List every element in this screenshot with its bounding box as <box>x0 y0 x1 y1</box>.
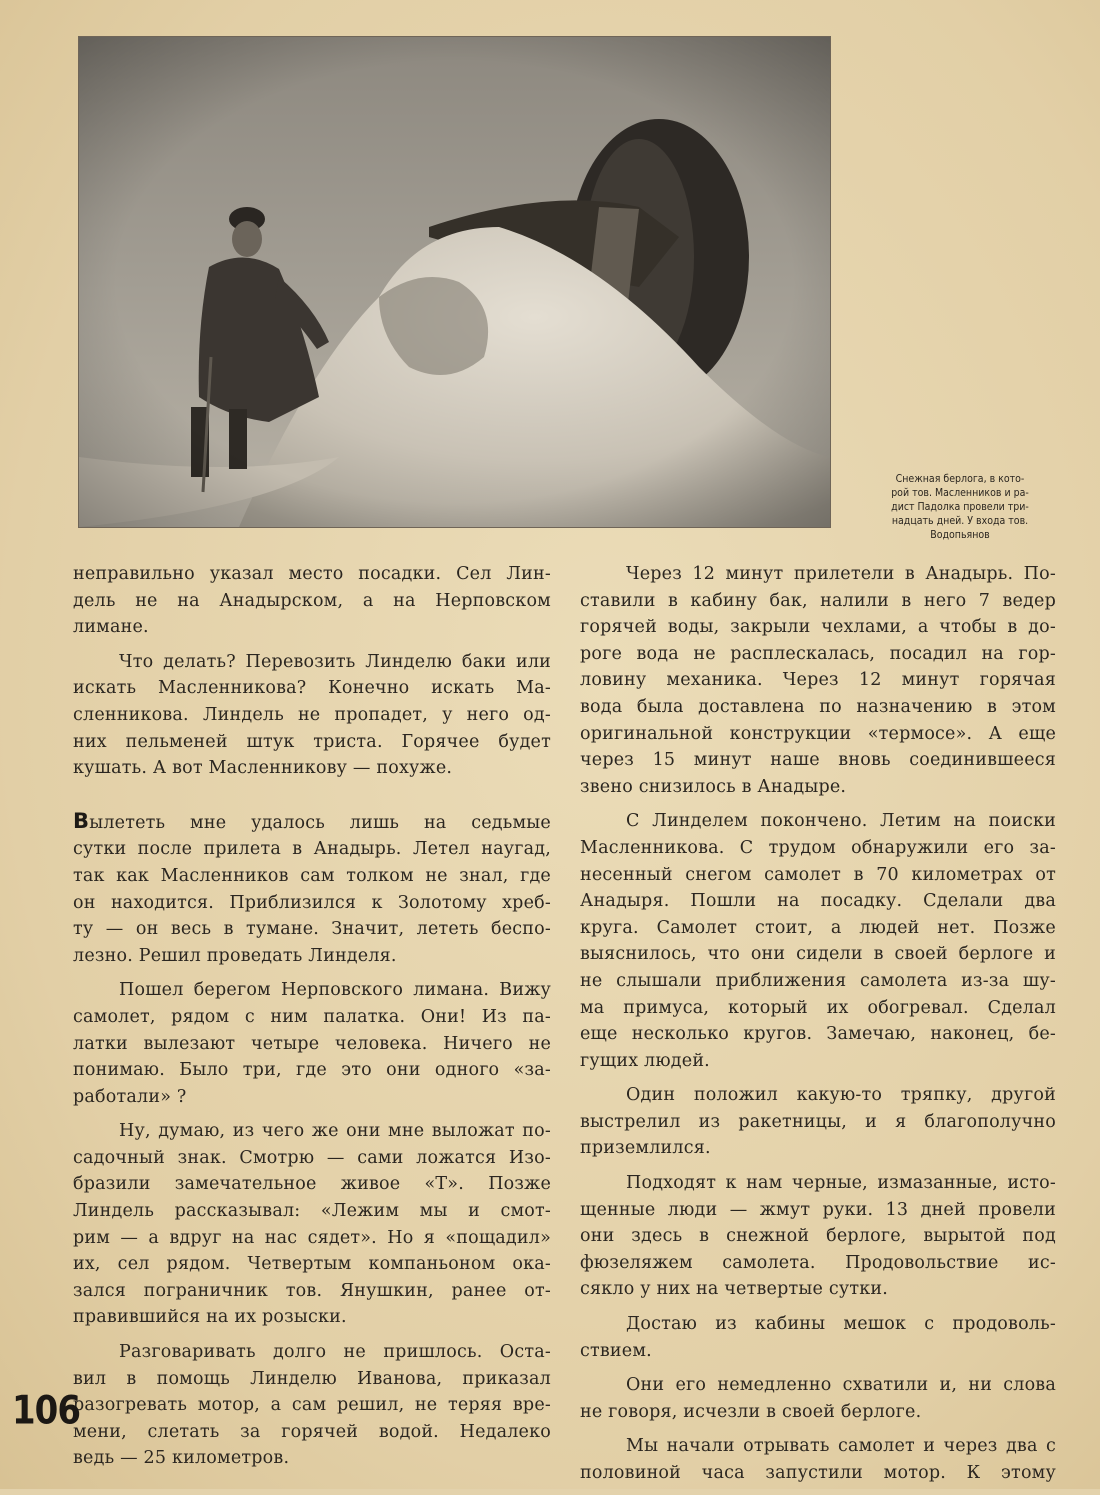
paragraph <box>73 808 551 970</box>
paragraph <box>73 561 551 641</box>
text-line: Один положил какую-то тряпку, другой <box>626 1085 1056 1106</box>
text-line: ставили в кабину бак, налили в него 7 ведер <box>580 590 1056 611</box>
text-line: Что делать? Перевозить Линделю баки или <box>119 651 551 672</box>
text-line: половиной часа запустили мотор. К этому <box>580 1463 1056 1483</box>
paragraph <box>580 1082 1056 1162</box>
text-line: ведь — 25 километров. <box>73 1448 290 1469</box>
text-line: вил в помощь Линделю Иванова, приказал <box>73 1368 551 1389</box>
paragraph <box>580 561 1056 800</box>
text-line: Ну, думаю, из чего же они мне выложат по- <box>119 1121 551 1142</box>
drop-cap: В <box>73 808 90 833</box>
page-number: 106 <box>12 1388 80 1434</box>
text-line: щенные люди — жмут руки. 13 дней провели <box>580 1199 1056 1220</box>
caption-line: надцать дней. У входа тов. <box>891 515 1029 527</box>
text-line: приземлился. <box>580 1138 711 1159</box>
text-line: бразили замечательное живое «Т». Позже <box>73 1174 551 1195</box>
text-line: ту — он весь в тумане. Значит, лететь беспо- <box>73 919 551 940</box>
caption-line: Водопьянов <box>930 529 990 541</box>
text-line: не говоря, исчезли в своей берлоге. <box>580 1401 922 1422</box>
text-line: Разговаривать долго не пришлось. Оста- <box>119 1342 551 1363</box>
text-line: Пошел берегом Нерповского лимана. Вижу <box>119 980 551 1001</box>
text-line: дель не на Анадырском, а на Нерповском <box>73 590 551 611</box>
text-line: кушать. А вот Масленникову — похуже. <box>73 758 453 779</box>
text-line: круга. Самолет стоит, а людей нет. Позже <box>580 917 1056 938</box>
text-line: лимане. <box>73 617 149 638</box>
text-line: сленникова. Линдель не пропадет, у него од- <box>73 704 551 725</box>
text-line: правившийся на их розыски. <box>73 1307 347 1328</box>
text-line: их, сел рядом. Четвертым компаньоном ока- <box>73 1254 551 1275</box>
text-line: неправильно указал место посадки. Сел Лин- <box>73 564 551 584</box>
text-line: вода была доставлена по назначению в этом <box>580 696 1056 717</box>
text-line: Линдель рассказывал: «Лежим мы и смот- <box>73 1201 551 1222</box>
text-line: Они его немедленно схватили и, ни слова <box>626 1375 1056 1396</box>
text-line: садочный знак. Смотрю — сами ложатся Изо- <box>73 1147 551 1168</box>
text-line: разогревать мотор, а сам решил, не теряя вре- <box>73 1395 551 1416</box>
text-line: самолет, рядом с ним палатка. Они! Из па- <box>73 1006 551 1027</box>
text-line: рим — а вдруг на нас сядет». Но я «пощадил» <box>73 1227 551 1248</box>
text-line: сутки после прилета в Анадырь. Летел наугад, <box>73 839 551 860</box>
text-line: Масленникова. С трудом обнаружили его за- <box>580 837 1056 858</box>
paragraph <box>73 1339 551 1472</box>
text-line: Анадыря. Пошли на посадку. Сделали два <box>580 891 1056 912</box>
text-line: роге вода не расплескалась, посадил на гор- <box>580 643 1056 664</box>
text-line: ловину механика. Через 12 минут горячая <box>580 670 1056 691</box>
caption-line: Снежная берлога, в кото- <box>895 473 1025 485</box>
text-line: звено снизилось в Анадыре. <box>580 776 847 797</box>
text-line: Вылететь мне удалось лишь на седьмые <box>73 808 551 833</box>
caption-line: дист Падолка провели три- <box>891 501 1029 513</box>
paragraph <box>580 1372 1056 1425</box>
photo-snow-den <box>78 36 831 528</box>
text-line: выяснилось, что они сидели в своей берлоге и <box>580 944 1056 965</box>
paragraph <box>73 977 551 1110</box>
paragraph <box>73 1118 551 1331</box>
text-line: выстрелил из ракетницы, и я благополучно <box>580 1111 1056 1132</box>
text-line: несенный снегом самолет в 70 километрах от <box>580 864 1056 885</box>
text-line: зался пограничник тов. Янушкин, ранее от- <box>73 1280 551 1301</box>
text-line: не слышали приближения самолета из-за шу- <box>580 970 1056 991</box>
text-line: так как Масленников сам толком не знал, где <box>73 865 551 886</box>
caption-line: рой тов. Масленников и ра- <box>891 487 1029 499</box>
text-line: они здесь в снежной берлоге, вырытой под <box>580 1226 1056 1247</box>
text-line: Достаю из кабины мешок с продоволь- <box>626 1314 1056 1335</box>
text-line: С Линделем покончено. Летим на поиски <box>626 811 1056 832</box>
left-column <box>73 561 551 1480</box>
text-line: Через 12 минут прилетели в Анадырь. По- <box>626 564 1056 584</box>
text-line: мени, слетать за горячей водой. Недалеко <box>73 1421 551 1442</box>
text-line: сякло у них на четвертые сутки. <box>580 1279 888 1300</box>
paragraph <box>73 649 551 782</box>
text-line: латки вылезают четыре человека. Ничего не <box>73 1033 551 1054</box>
text-line: оригинальной конструкции «термосе». А еще <box>580 723 1056 744</box>
text-line: он находится. Приблизился к Золотому хреб- <box>73 892 551 913</box>
paragraph <box>580 1433 1056 1486</box>
text-line: гущих людей. <box>580 1050 710 1071</box>
text-line: работали» ? <box>73 1086 187 1107</box>
right-column <box>580 561 1056 1495</box>
text-line: искать Масленникова? Конечно искать Ма- <box>73 678 551 699</box>
photo-caption <box>860 472 1060 542</box>
text-line: лезно. Решил проведать Линделя. <box>73 945 397 966</box>
paragraph <box>580 808 1056 1074</box>
text-line: через 15 минут наше вновь соединившееся <box>580 750 1056 771</box>
text-line: понимаю. Было три, где это они одного «за- <box>73 1060 551 1081</box>
text-line: ствием. <box>580 1340 652 1361</box>
text-line: Мы начали отрывать самолет и через два с <box>626 1436 1056 1457</box>
text-line: ма примуса, который их обогревал. Сделал <box>580 997 1056 1018</box>
text-line: еще несколько кругов. Замечаю, наконец, бе- <box>580 1024 1056 1045</box>
text-line: горячей воды, закрыли чехлами, а чтобы в до- <box>580 617 1056 638</box>
paragraph <box>580 1170 1056 1303</box>
paragraph <box>580 1311 1056 1364</box>
text-line: Подходят к нам черные, измазанные, исто- <box>626 1173 1056 1194</box>
photo-snow-den-icon <box>79 37 830 527</box>
text-line: фюзеляжем самолета. Продовольствие ис- <box>580 1252 1056 1273</box>
text-line: них пельменей штук триста. Горячее будет <box>73 731 551 752</box>
